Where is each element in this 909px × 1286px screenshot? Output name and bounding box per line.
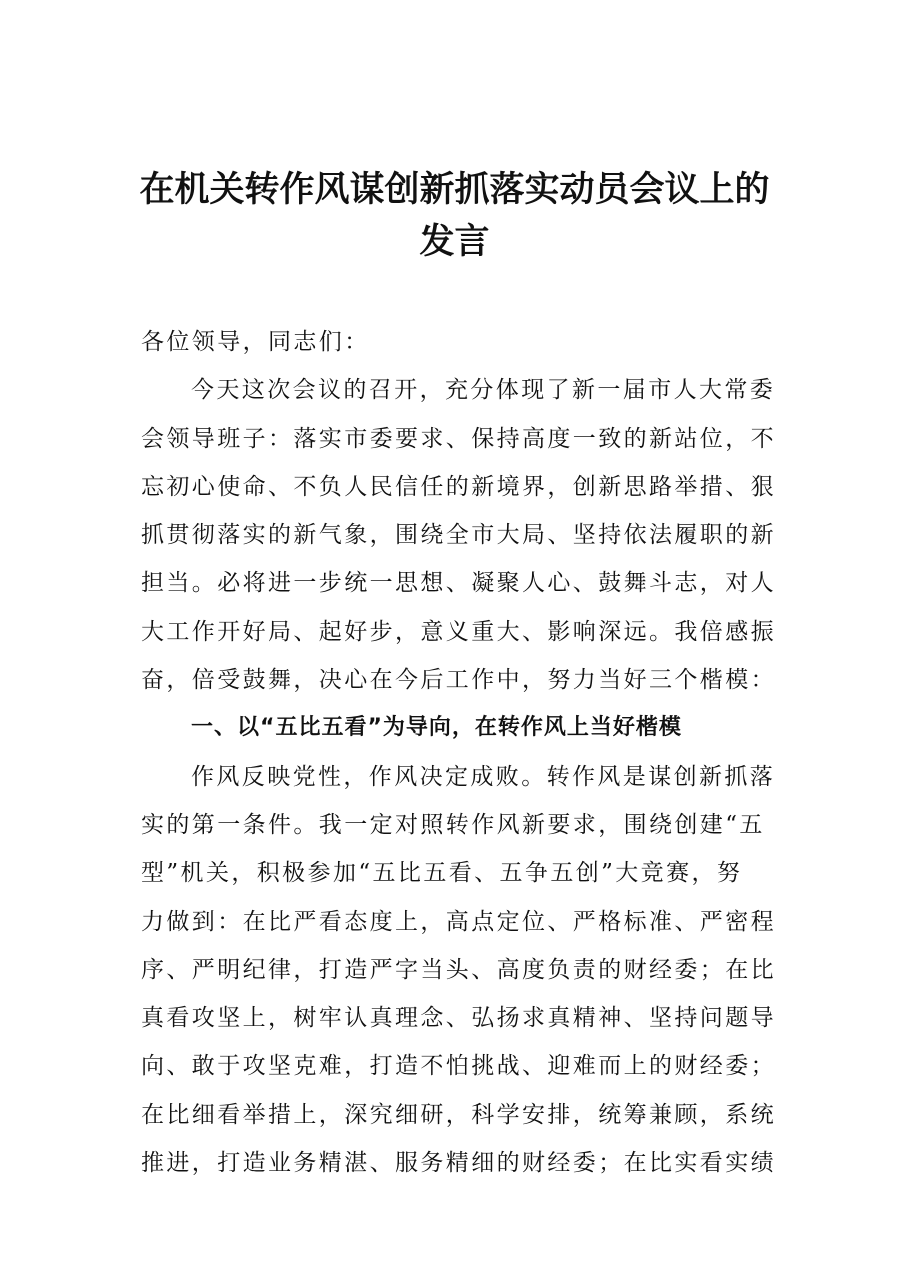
paragraph-1-line: 今天这次会议的召开，充分体现了新一届市人大常委 bbox=[191, 377, 776, 404]
paragraph-2-line: 实的第一条件。我一定对照转作风新要求，围绕创建“五 bbox=[141, 811, 765, 838]
paragraph-1-line: 大工作开好局、起好步，意义重大、影响深远。我倍感振 bbox=[141, 618, 776, 645]
title-line-2: 发言 bbox=[419, 221, 490, 262]
document-title bbox=[120, 164, 789, 268]
section-1-heading: 一、以“五比五看”为导向，在转作风上当好楷模 bbox=[191, 715, 682, 741]
paragraph-2-line: 向、敢于攻坚克难，打造不怕挑战、迎难而上的财经委； bbox=[141, 1053, 776, 1080]
paragraph-2-line: 力做到：在比严看态度上，高点定位、严格标准、严密程 bbox=[141, 908, 776, 935]
paragraph-2-line: 型”机关，积极参加“五比五看、五争五创”大竞赛，努 bbox=[141, 860, 743, 887]
paragraph-2-line: 作风反映党性，作风决定成败。转作风是谋创新抓落 bbox=[191, 763, 776, 790]
paragraph-2-line: 真看攻坚上，树牢认真理念、弘扬求真精神、坚持问题导 bbox=[141, 1005, 776, 1032]
document-body bbox=[141, 318, 776, 1187]
paragraph-2-line: 在比细看举措上，深究细研，科学安排，统筹兼顾，系统 bbox=[141, 1101, 776, 1128]
paragraph-1-line: 抓贯彻落实的新气象，围绕全市大局、坚持依法履职的新 bbox=[141, 522, 776, 549]
paragraph-1-line: 奋，倍受鼓舞，决心在今后工作中，努力当好三个楷模： bbox=[141, 667, 776, 694]
paragraph-2-line: 序、严明纪律，打造严字当头、高度负责的财经委；在比 bbox=[141, 956, 776, 983]
paragraph-1-line: 忘初心使命、不负人民信任的新境界，创新思路举措、狠 bbox=[141, 473, 776, 500]
paragraph-2-line: 推进，打造业务精湛、服务精细的财经委；在比实看实绩 bbox=[141, 1150, 776, 1177]
salutation: 各位领导，同志们： bbox=[141, 329, 370, 355]
title-line-1: 在机关转作风谋创新抓落实动员会议上的 bbox=[139, 169, 770, 210]
paragraph-1-line: 担当。必将进一步统一思想、凝聚人心、鼓舞斗志，对人 bbox=[141, 570, 776, 597]
paragraph-1-line: 会领导班子：落实市委要求、保持高度一致的新站位，不 bbox=[141, 425, 776, 452]
